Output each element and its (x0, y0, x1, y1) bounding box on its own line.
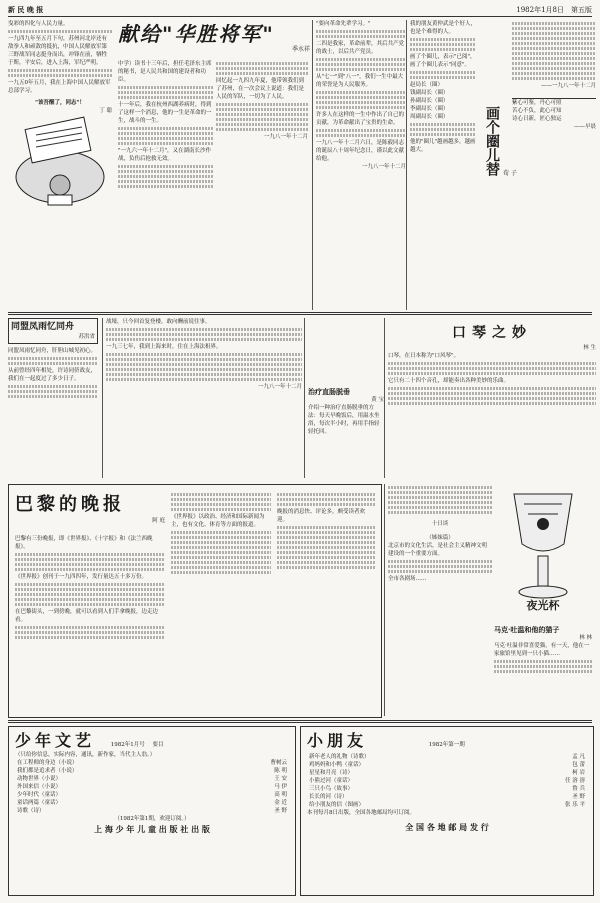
headline-1 (118, 22, 310, 58)
ad-left-table (15, 759, 289, 815)
article-mid-left-title-box (8, 318, 98, 344)
circle-article-outro: ——一九八一年十二月 (540, 83, 596, 89)
ad-item-author: 任 溶 溶 (565, 778, 585, 784)
ad-right (300, 726, 594, 896)
ad-item-title: 新年老人的礼物（诗歌） (309, 754, 370, 760)
paris-col-c (277, 491, 375, 571)
poem-line: 诗心日新，匠心独运 (512, 116, 562, 122)
paris-title: 巴黎的晚报 (15, 494, 125, 515)
circle-article-title: 画个圈儿替 (484, 106, 500, 176)
column-3-line: 从"七一"到"八一"，我们一生中最大的荣誉是为人民服务。 (316, 74, 404, 88)
article-mid-left-line: 从前曾经四年相处，许诗同侪战友，我们在一起度过了多少日子。 (8, 368, 97, 382)
mark-twain-title: 马克·吐温和他的猫子 (494, 626, 560, 634)
circle-article-line: 他的"圈儿"越画越多，越画越大。 (410, 139, 476, 153)
paris-line: 巴黎有三份晚报，即《世界报》、《十字报》和《法兰西晚报》。 (15, 536, 153, 550)
ad-item-author: 张 乐 平 (565, 802, 585, 808)
table-row (307, 801, 587, 809)
table-row (307, 761, 587, 769)
ad-right-table (307, 753, 587, 809)
piano-line: 口琴，在日本称为"口风琴"。 (388, 353, 460, 359)
article-1-date: 一九八一年十二月 (263, 134, 308, 140)
ad-item-author: 曹树云 (270, 760, 287, 766)
ad-item-author: 金 近 (274, 800, 287, 806)
ad-left-status: 要目 (152, 742, 164, 748)
ad-item-title: 童话两篇（童话） (17, 800, 62, 806)
column-3-line: 许多人在这样的一生中作出了自己的贡献，为革命献出了宝贵的生命。 (316, 112, 405, 126)
table-row (307, 793, 587, 801)
ad-left-price: （1982年第1期，欢迎订阅。） (114, 816, 190, 822)
article-1-line: 中学）读书十三年后，担任毛泽东主席的秘书，是人民共和国的建设者和功臣。 (118, 61, 212, 83)
headline-1-author: 季水祥 (291, 46, 310, 53)
ad-item-author: 圣 野 (572, 794, 585, 800)
ten-days-line: 全市各剧场…… (388, 576, 427, 582)
small-report-title: 治疗直肠脱垂 (308, 387, 350, 396)
table-row (15, 783, 289, 791)
topleft-line: 一九四九年至五月下句，苏州河北岸还有敌拳人和顽敌的抵抗，中国人民解放军第三野战军同志挺身而出，冲锋在前，牺牲于斯，平安后，进入上海，军纪严明。 (8, 36, 108, 66)
table-row (307, 777, 587, 785)
column-3-line: 二四是我家，革命前辈，其后共产党的战士，以后共产党员。 (316, 41, 405, 55)
table-row (307, 785, 587, 793)
small-report-author: 黄 宝 (371, 397, 384, 403)
small-report-line: 介绍一种治疗直肠脱垂的方法：每天早晚饭后，用温水坐浴，每次半小时，再用手指轻轻托回。 (308, 405, 380, 435)
circle-article-author: 荀 子 (503, 170, 517, 177)
ad-right-note: 本刊每月8日出版，全国各地邮局均可订阅。 (307, 810, 416, 816)
paris-line: 在巴黎街头，一到傍晚，就可以看到人们手拿晚报，边走边看。 (15, 609, 159, 623)
table-row (15, 775, 289, 783)
page-header (8, 4, 592, 17)
topleft-line: 一九五0年五月，我在上海中国人民解放军总部学习。 (8, 80, 111, 94)
piano-author: 林 生 (583, 345, 596, 351)
ad-item-author: 包 蕾 (572, 762, 585, 768)
circle-list-item: 周副局长（圈） (410, 114, 449, 120)
ad-right-issue: 1982年第一期 (428, 742, 465, 748)
circle-list-item: 孙副局长（圈） (410, 98, 449, 104)
ad-item-author: 孟 凡 (572, 754, 585, 760)
table-row (15, 767, 289, 775)
circle-list-item: 钱副局长（圈） (410, 90, 449, 96)
article-1-line: 回忆起一九四九年夏，他带领我们到了苏州，在一次会议上说道：我们是人民的军队，一切为了人民。 (216, 78, 305, 100)
paris-col-b (171, 491, 271, 576)
mark-twain-author: 林 林 (579, 635, 592, 641)
ten-days-box (384, 484, 492, 716)
article-mid-2 (102, 318, 302, 478)
mark-twain-line: 马克·吐温非常喜爱猫。有一天，他在一家旅馆里见到一只小猫…… (494, 643, 590, 657)
ad-item-author: 鲁 兵 (572, 786, 585, 792)
ad-item-title: 小熊过河（童话） (309, 778, 354, 784)
ad-item-title: 少年时代（童话） (17, 792, 62, 798)
ten-days-subtitle: （姊妹篇） (426, 535, 454, 541)
paris-line: 《世界报》以政治、经济和国际新闻为主，也有文化、体育等方面的报道。 (171, 514, 265, 528)
ad-right-title: 小朋友 (307, 731, 368, 750)
table-row (15, 799, 289, 807)
piano-title: 口琴之妙 (452, 325, 532, 341)
ad-left (8, 726, 296, 896)
paris-box (8, 484, 382, 718)
small-report (304, 318, 384, 478)
cartoon-caption: "该吾醒了，同志"！ (35, 100, 85, 106)
table-row (307, 769, 587, 777)
ad-item-title: 在工程师的身边（小说） (17, 760, 78, 766)
circle-list-item: 李副局长（圈） (410, 106, 449, 112)
ad-left-issue: 1982年1月号 (110, 742, 145, 748)
circle-article (406, 20, 596, 310)
cartoon-credit: 丁 聪 (99, 108, 112, 114)
table-row (307, 753, 587, 761)
paris-title-block (15, 493, 165, 525)
ad-left-title: 少年文艺 (15, 731, 96, 750)
ad-left-note: （只给你信息，实际内容，通讯，新作家，当代主人翁。） (15, 752, 156, 758)
article-mid-left (8, 318, 98, 478)
article-mid-2-line: 一九三七年，我到上海来时，住在上海法租界。 (106, 344, 222, 350)
topleft-column (8, 20, 112, 308)
poem (512, 99, 596, 131)
header-date: 1982年1月8日 第五版 (516, 6, 592, 14)
paris-col-a (15, 535, 165, 641)
ad-item-author: 马 伊 (274, 784, 287, 790)
ad-item-title: 给小朋友的信（图画） (309, 802, 365, 808)
ad-item-title: 长长的河（诗） (309, 794, 348, 800)
mark-twain-article (494, 626, 592, 716)
ad-divider (8, 720, 592, 723)
topleft-line: 曳彩的四化与人民力量。 (8, 21, 69, 27)
article-mid-left-author: 苏洪省 (78, 334, 95, 340)
article-1-line: 十一年后，我在杭州西湖养病时，得到了这样一个消息，他的一生是革命的一生，战斗的一生。 (118, 102, 212, 124)
circle-article-col-a (410, 20, 476, 154)
ad-item-author: 柯 岩 (572, 770, 585, 776)
ad-item-title: 动物世界（小说） (17, 776, 62, 782)
circle-list-item: 赵局长（圈） (410, 82, 444, 88)
poem-line: 苦心不负，此心可知 (512, 108, 562, 114)
article-mid-left-line: 同盟凤雨忆同舟，肝胆山城见初心。 (8, 348, 97, 354)
ten-days-title: 十日谈 (431, 521, 449, 527)
headline-1-title: 献给"华胜将军" (118, 22, 275, 46)
ad-right-distributor: 全 国 各 地 邮 局 发 行 (405, 822, 489, 832)
paris-line: 《世界报》创刊于一九四四年，发行量达五十多万份。 (15, 574, 148, 580)
table-row (15, 759, 289, 767)
circle-article-line: 画了个圈儿，表示"已阅"，画了个圈儿表示"同意"。 (410, 54, 476, 68)
paris-line: 晚报的消息快、评论多，颇受读者欢迎。 (277, 509, 366, 523)
article-1-line: "一九六一年十二月"，又在湖南长沙作战，负伤后抢救无效。 (118, 148, 212, 162)
ad-item-title: 诗歌（诗） (17, 808, 45, 814)
column-3 (312, 20, 406, 310)
column-3-line: "要向革命先辈学习。" (316, 21, 371, 27)
column-3-sign: 一九八一年十二月 (361, 164, 406, 170)
circle-article-line: 我的朋友黄仲武是个好人，也是个难得的人。 (410, 21, 477, 35)
ad-item-title: 鸡妈妈和小鸭（童话） (309, 762, 365, 768)
cup-block (494, 484, 592, 624)
ten-days-line: 北京市的文化生活，是社会主义精神文明建设的一个重要方面。 (388, 543, 488, 557)
paper-name: 新 民 晚 报 (8, 5, 44, 14)
column-3-line: 一九八一年十二月六日，是陈毅同志的诞辰八十周年纪念日，谨以此文献给他。 (316, 140, 405, 162)
article-1-col-b (216, 60, 308, 310)
cartoon-illustration (8, 115, 112, 215)
article-mid-2-line: 战壕，只今回首复登楼，敢向酬前说往事。 (106, 319, 211, 325)
paris-author: 阿 庭 (152, 518, 165, 524)
piano-article (384, 318, 596, 478)
section-divider (8, 312, 592, 315)
piano-line: 它只有二十四个音孔，却能奏出各种美妙的乐曲。 (388, 378, 510, 384)
cup-label: 夜光杯 (526, 599, 560, 612)
article-mid-2-date: 一九八一年十二月 (257, 384, 302, 390)
table-row (15, 807, 289, 815)
poem-line: 紫心可鉴，丹心可照 (512, 100, 562, 106)
ad-item-author: 高 明 (274, 792, 287, 798)
ad-item-author: 圣 野 (274, 808, 287, 814)
article-1-col-a (118, 60, 214, 310)
ad-item-title: 星星和月亮（诗） (309, 770, 354, 776)
ad-item-title: 三只小鸟（故事） (309, 786, 354, 792)
article-mid-left-title: 同盟凤雨忆同舟 (11, 322, 75, 332)
ad-item-author: 王 安 (274, 776, 287, 782)
ad-item-title: 外国来信（小说） (17, 784, 62, 790)
ad-left-publisher: 上 海 少 年 儿 童 出 版 社 出 版 (94, 824, 210, 834)
circle-article-col-b (512, 20, 596, 131)
ad-item-author: 陈 明 (274, 768, 287, 774)
table-row (15, 791, 289, 799)
poem-sign: ——早晨 (573, 124, 596, 130)
ad-item-title: 我们都是追求者（小说） (17, 768, 78, 774)
